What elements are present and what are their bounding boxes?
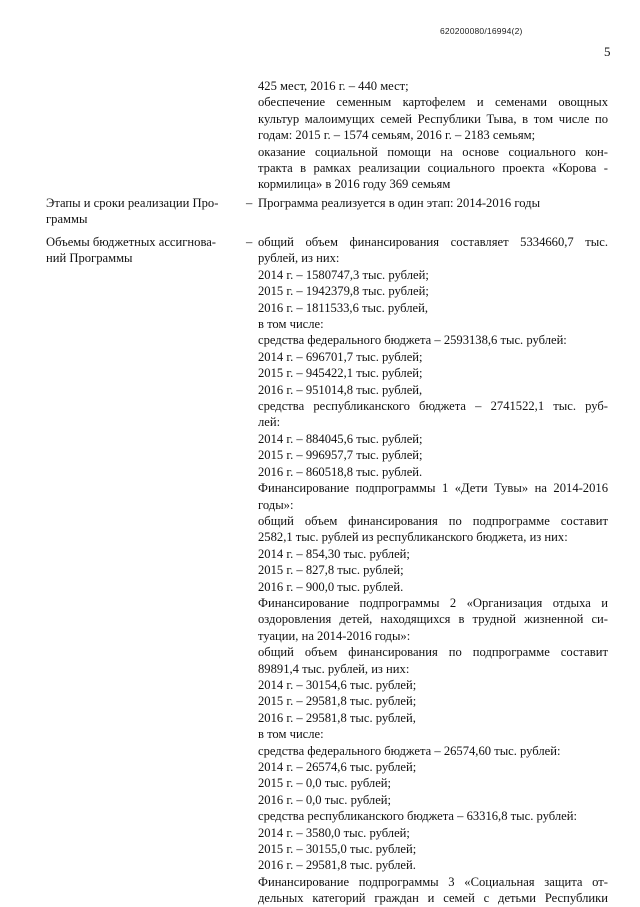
stages-value — [258, 195, 608, 211]
stages-label-line: Этапы и сроки реализации Про- — [46, 196, 219, 210]
budget-line: оздоровления детей, находящихся в трудной жизненной си- — [258, 612, 608, 627]
budget-line: 2014 г. – 1580747,3 тыс. рублей; — [258, 267, 429, 282]
budget-line: 2582,1 тыс. рублей из республиканского бюджета, из них: — [258, 530, 568, 545]
budget-line: 2015 г. – 996957,7 тыс. рублей; — [258, 448, 423, 463]
text-line: кормилица» в 2016 году 369 семьям — [258, 177, 451, 192]
budget-line: рублей, из них: — [258, 251, 340, 266]
budget-line: Финансирование подпрограммы 2 «Организация отдыха и — [258, 595, 608, 610]
budget-line: 2015 г. – 827,8 тыс. рублей; — [258, 563, 404, 578]
page-number: 5 — [604, 44, 611, 59]
budget-line: средства федерального бюджета – 2593138,6 тыс. рублей: — [258, 333, 567, 348]
budget-line: 2016 г. – 1811533,6 тыс. рублей, — [258, 300, 428, 315]
document-id: 620200080/16994(2) — [440, 26, 523, 36]
budget-line: 2014 г. – 884045,6 тыс. рублей; — [258, 431, 423, 446]
budget-line: туации, на 2014-2016 годы»: — [258, 628, 411, 643]
text-line: обеспечение семенным картофелем и семенами овощных — [258, 95, 608, 110]
budget-line: 2014 г. – 3580,0 тыс. рублей; — [258, 825, 410, 840]
budget-line: общий объем финансирования по подпрограмме составит — [258, 645, 608, 660]
text-line: тракта в рамках реализации социального проекта «Корова - — [258, 161, 608, 176]
budget-line: средства республиканского бюджета – 2741522,1 тыс. руб- — [258, 399, 608, 414]
stages-label — [46, 195, 234, 228]
budget-line: 2016 г. – 951014,8 тыс. рублей, — [258, 382, 423, 397]
budget-value — [258, 234, 608, 907]
budget-line: 2015 г. – 29581,8 тыс. рублей; — [258, 694, 417, 709]
budget-line: 2014 г. – 30154,6 тыс. рублей; — [258, 677, 417, 692]
budget-line: дельных категорий граждан и семей с детьми Республики — [258, 891, 608, 906]
continued-text-block — [258, 78, 608, 193]
budget-line: в том числе: — [258, 317, 324, 332]
budget-line: 2016 г. – 0,0 тыс. рублей; — [258, 792, 392, 807]
budget-line: лей: — [258, 415, 281, 430]
budget-line: 2016 г. – 29581,8 тыс. рублей. — [258, 858, 416, 873]
text-line: годам: 2015 г. – 1574 семьям, 2016 г. – 2183 семьям; — [258, 128, 536, 143]
budget-line: средства федерального бюджета – 26574,60 тыс. рублей: — [258, 743, 561, 758]
budget-label — [46, 234, 234, 267]
budget-line: 2014 г. – 26574,6 тыс. рублей; — [258, 760, 417, 774]
text-line: 425 мест, 2016 г. – 440 мест; — [258, 79, 409, 93]
budget-line: 2014 г. – 696701,7 тыс. рублей; — [258, 349, 423, 364]
budget-line: общий объем финансирования по подпрограмме составит — [258, 513, 608, 528]
budget-line: Финансирование подпрограммы 1 «Дети Тувы» на 2014-2016 — [258, 481, 608, 496]
budget-label-line: ний Программы — [46, 251, 133, 266]
stages-label-line: граммы — [46, 212, 88, 227]
text-line: культур малоимущих семей Республики Тыва, в том числе по — [258, 111, 608, 126]
budget-line: 2015 г. – 30155,0 тыс. рублей; — [258, 842, 417, 857]
budget-line: общий объем финансирования составляет 5334660,7 тыс. — [258, 235, 608, 249]
budget-dash: – — [246, 235, 253, 249]
budget-line: 2015 г. – 945422,1 тыс. рублей; — [258, 366, 423, 381]
budget-line: 2015 г. – 0,0 тыс. рублей; — [258, 776, 392, 791]
budget-line: в том числе: — [258, 727, 324, 742]
text-line: оказание социальной помощи на основе социального кон- — [258, 144, 608, 159]
budget-line: 2015 г. – 1942379,8 тыс. рублей; — [258, 284, 429, 299]
budget-label-line: Объемы бюджетных ассигнова- — [46, 235, 217, 249]
budget-line: годы»: — [258, 497, 294, 512]
stages-value-line: Программа реализуется в один этап: 2014-2016 годы — [258, 196, 541, 210]
budget-line: 2016 г. – 29581,8 тыс. рублей, — [258, 710, 416, 725]
stages-dash: – — [246, 196, 253, 210]
budget-line: 2016 г. – 900,0 тыс. рублей. — [258, 579, 404, 594]
budget-line: 89891,4 тыс. рублей, из них: — [258, 661, 410, 676]
budget-line: 2016 г. – 860518,8 тыс. рублей. — [258, 464, 423, 479]
budget-line: средства республиканского бюджета – 63316,8 тыс. рублей: — [258, 809, 577, 824]
budget-line: Финансирование подпрограммы 3 «Социальная защита от- — [258, 874, 608, 889]
budget-line: 2014 г. – 854,30 тыс. рублей; — [258, 546, 410, 561]
